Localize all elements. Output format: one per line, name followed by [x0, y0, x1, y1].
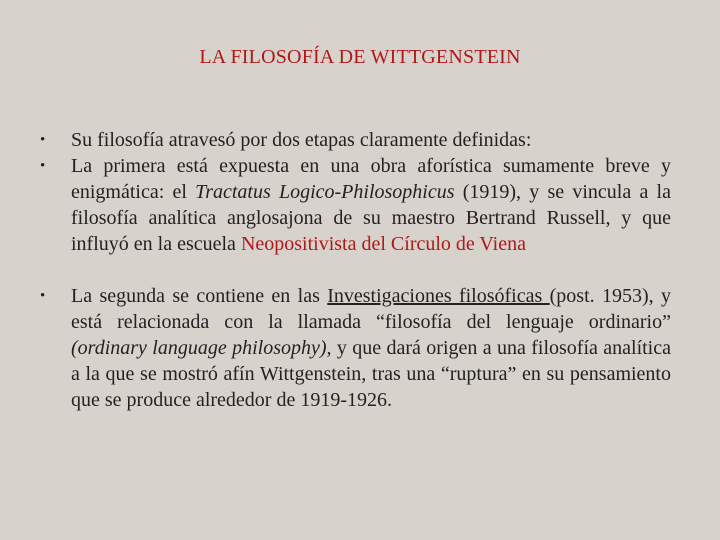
bullet-2-text-a: La primera está expuesta en una obra aforística sumamente breve y enigmática: el [71, 155, 671, 203]
bullet-item-2 [40, 153, 671, 257]
bullet-dot-icon: • [40, 158, 46, 174]
bullet-3-text-b: (post. 1953), y está relacionada con la llamada “filosofía del lenguaje ordinario” [71, 285, 671, 333]
bullet-dot-icon: • [40, 288, 46, 304]
investigaciones-link[interactable]: Investigaciones filosóficas [327, 285, 550, 307]
bullet-3-text-c: y que dará origen a una filosofía analítica a la que se mostró afín Wittgenstein, tras una “ruptura” en su pensamiento que se produce alrededor de 1919-1926. [71, 337, 671, 411]
tractatus-title: Tractatus Logico-Philosophicus [195, 181, 455, 203]
neopositivista-link[interactable]: Neopositivista del Círculo de Viena [240, 233, 526, 255]
bullet-list [40, 127, 671, 413]
bullet-1-text: Su filosofía atravesó por dos etapas claramente definidas: [71, 129, 532, 151]
bullet-3-text-a: La segunda se contiene en las [71, 285, 328, 307]
bullet-dot-icon: • [40, 132, 46, 148]
bullet-item-3 [40, 283, 671, 413]
bullet-item-1 [40, 127, 671, 153]
bullet-2-text-b: (1919), y se vincula a la filosofía analítica anglosajona de su maestro Bertrand Russell, y que influyó en la escuela [71, 181, 671, 255]
ordinary-language-text: (ordinary language philosophy), [71, 337, 332, 359]
slide-title: LA FILOSOFÍA DE WITTGENSTEIN [199, 46, 521, 68]
